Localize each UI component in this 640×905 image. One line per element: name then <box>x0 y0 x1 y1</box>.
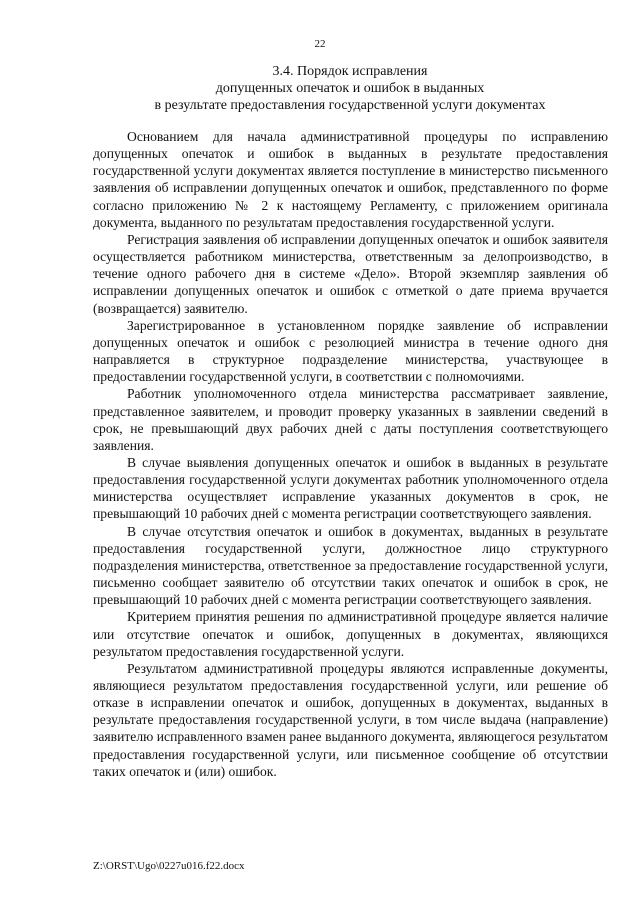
section-heading-line-3: в результате предоставления государственной услуги документах <box>154 98 546 113</box>
section-heading-line-2: допущенных опечаток и ошибок в выданных <box>215 81 485 96</box>
section-heading <box>60 63 640 114</box>
document-body <box>93 128 608 780</box>
paragraph-registration: Регистрация заявления об исправлении допущенных опечаток и ошибок заявителя осуществляется работником министерства, ответственным за делопроизводство, в течение одного рабочего дня в системе «Дело». Второй экземпляр заявления об исправлении допущенных опечаток и ошибок с отметкой о дате приема вручается (возвращается) заявителю. <box>93 231 608 316</box>
paragraph-review: Работник уполномоченного отдела министерства рассматривает заявление, представленное заявителем, и проводит проверку указанных в заявлении сведений в срок, не превышающий двух рабочих дней с даты поступления соответствующего заявления. <box>93 386 608 453</box>
paragraph-criterion: Критерием принятия решения по административной процедуре является наличие или отсутствие опечаток и ошибок, допущенных в документах, являющихся результатом предоставления государственной услуги. <box>93 609 608 659</box>
paragraph-result: Результатом административной процедуры являются исправленные документы, являющиеся результатом предоставления государственной услуги, или решение об отказе в исправлении опечаток и ошибок, допущенных в документах, выданных в результате предоставления государственной услуги, в том числе выдача (направление) заявителю исправленного взамен ранее выданного документа, являющегося результатом предоставления государственной услуги, или письменное сообщение об отсутствии таких опечаток и (или) ошибок. <box>93 660 608 779</box>
paragraph-correction: В случае выявления допущенных опечаток и ошибок в выданных в результате предоставления государственной услуги документах работник уполномоченного отдела министерства осуществляет исправление указанных документов в срок, не превышающий 10 рабочих дней с момента регистрации соответствующего заявления. <box>93 454 608 522</box>
footer-file-path: Z:\ORST\Ugo\0227u016.f22.docx <box>93 860 245 872</box>
paragraph-no-errors: В случае отсутствия опечаток и ошибок в документах, выданных в результате предоставления государственной услуги, должностное лицо структурного подразделения министерства, ответственное за предоставление государственной услуги, письменно сообщает заявителю об отсутствии таких опечаток и ошибок в срок, не превышающий 10 рабочих дней с момента регистрации соответствующего заявления. <box>93 523 608 608</box>
section-heading-line-1: 3.4. Порядок исправления <box>272 64 428 79</box>
paragraph-routing: Зарегистрированное в установленном порядке заявление об исправлении допущенных опечаток и ошибок с резолюцией министра в течение одного дня направляется в структурное подразделение министерства, участвующее в предоставлении государственной услуги, в соответствии с полномочиями. <box>93 317 608 385</box>
page-number: 22 <box>314 38 326 50</box>
paragraph-grounds: Основанием для начала административной процедуры по исправлению допущенных опечаток и ошибок в выданных в результате предоставления государственной услуги документах является поступление в министерство письменного заявления об исправлении допущенных опечаток и ошибок, представленного по форме согласно приложению № 2 к настоящему Регламенту, с приложением оригинала документа, выданного по результатам предоставления государственной услуги. <box>93 129 608 230</box>
